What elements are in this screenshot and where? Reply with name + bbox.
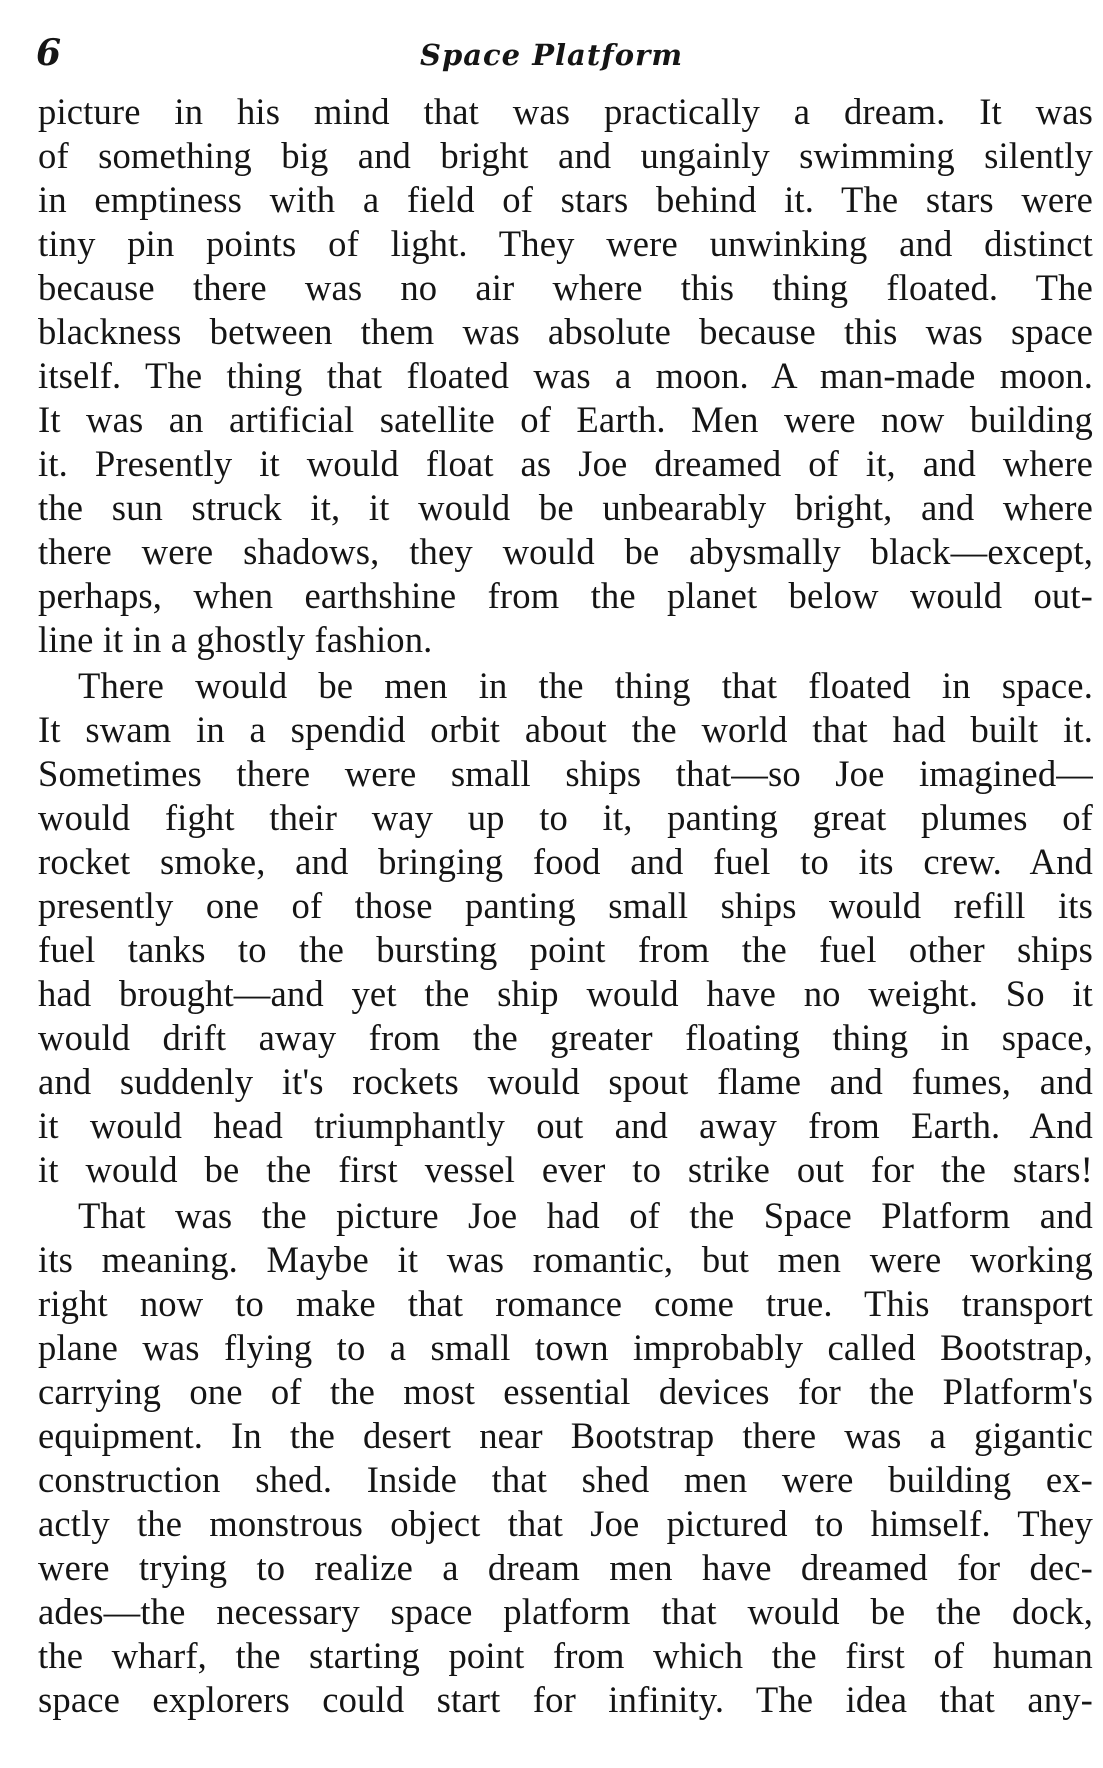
text-line: the sun struck it, it would be unbearably bright, and where (38, 487, 1093, 528)
text-line: blackness between them was absolute because this was space (38, 311, 1093, 352)
text-line: fuel tanks to the bursting point from the fuel other ships (38, 929, 1093, 970)
text-line: would drift away from the greater floating thing in space, (38, 1017, 1093, 1058)
text-line: there were shadows, they would be abysmally black—except, (38, 531, 1093, 572)
running-head: Space Platform (420, 38, 684, 72)
page-header (0, 30, 1103, 82)
text-line: tiny pin points of light. They were unwinking and distinct (38, 223, 1093, 264)
text-line: presently one of those panting small ships would refill its (38, 885, 1093, 926)
text-line: because there was no air where this thing floated. The (38, 267, 1093, 308)
text-line: carrying one of the most essential devices for the Platform's (38, 1371, 1093, 1412)
text-line: of something big and bright and ungainly swimming silently (38, 135, 1093, 176)
paragraph-first-line: That was the picture Joe had of the Space Platform and (78, 1195, 1093, 1236)
text-line: actly the monstrous object that Joe pictured to himself. They (38, 1503, 1093, 1544)
text-line: Sometimes there were small ships that—so Joe imagined— (38, 753, 1093, 794)
text-line: equipment. In the desert near Bootstrap there was a gigantic (38, 1415, 1093, 1456)
text-line: its meaning. Maybe it was romantic, but men were working (38, 1239, 1093, 1280)
text-line: the wharf, the starting point from which the first of human (38, 1635, 1093, 1676)
text-line: It swam in a spendid orbit about the world that had built it. (38, 709, 1093, 750)
text-line: would fight their way up to it, panting great plumes of (38, 797, 1093, 838)
text-line: space explorers could start for infinity. The idea that any- (38, 1679, 1093, 1720)
text-line: itself. The thing that floated was a moon. A man-made moon. (38, 355, 1093, 396)
text-line: right now to make that romance come true. This transport (38, 1283, 1093, 1324)
text-line: line it in a ghostly fashion. (38, 619, 433, 660)
text-line: and suddenly it's rockets would spout flame and fumes, and (38, 1061, 1093, 1102)
text-line: picture in his mind that was practically a dream. It was (38, 91, 1093, 132)
body-text (38, 90, 1093, 1722)
text-line: were trying to realize a dream men have dreamed for dec- (38, 1547, 1093, 1588)
text-line: it would be the first vessel ever to strike out for the stars! (38, 1149, 1093, 1190)
text-line: in emptiness with a field of stars behind it. The stars were (38, 179, 1093, 220)
text-line: plane was flying to a small town improbably called Bootstrap, (38, 1327, 1093, 1368)
text-line: construction shed. Inside that shed men were building ex- (38, 1459, 1093, 1500)
text-line: It was an artificial satellite of Earth. Men were now building (38, 399, 1093, 440)
text-line: perhaps, when earthshine from the planet below would out- (38, 575, 1093, 616)
page-number: 6 (36, 32, 62, 74)
text-line: ades—the necessary space platform that would be the dock, (38, 1591, 1093, 1632)
text-line: it would head triumphantly out and away from Earth. And (38, 1105, 1093, 1146)
text-line: it. Presently it would float as Joe dreamed of it, and where (38, 443, 1093, 484)
text-line: rocket smoke, and bringing food and fuel to its crew. And (38, 841, 1093, 882)
paragraph-first-line: There would be men in the thing that floated in space. (78, 665, 1093, 706)
text-line: had brought—and yet the ship would have no weight. So it (38, 973, 1093, 1014)
